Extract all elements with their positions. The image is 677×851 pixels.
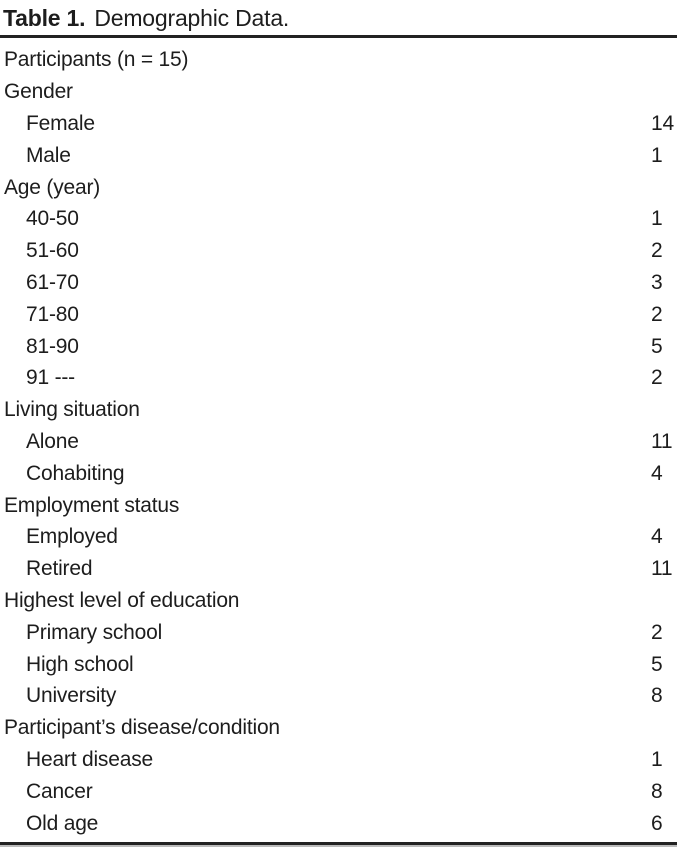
table-row [0, 76, 677, 108]
row-value: 2 [651, 366, 663, 390]
row-label: Female [26, 111, 95, 135]
table-row [0, 45, 677, 77]
table-row [0, 108, 677, 140]
row-value: 8 [651, 779, 663, 803]
table-row [0, 426, 677, 458]
row-label: Old age [26, 811, 99, 835]
row-label: 81-90 [26, 334, 79, 358]
row-value: 1 [651, 747, 663, 771]
row-label: Primary school [26, 620, 163, 644]
row-label: University [26, 684, 117, 708]
table-row [0, 617, 677, 649]
row-value: 2 [651, 239, 663, 263]
row-label: Participants (n = 15) [4, 48, 189, 72]
row-value: 11 [651, 429, 673, 453]
row-value: 5 [651, 652, 663, 676]
table-row [0, 394, 677, 426]
row-value: 2 [651, 302, 663, 326]
row-value: 4 [651, 461, 663, 485]
row-value: 3 [651, 270, 663, 294]
row-label: 61-70 [26, 270, 79, 294]
row-label: Heart disease [26, 747, 153, 771]
table-row [0, 172, 677, 204]
row-label: Cohabiting [26, 461, 125, 485]
row-value: 2 [651, 620, 663, 644]
table-row [0, 776, 677, 808]
table-row [0, 712, 677, 744]
row-label: Highest level of education [4, 588, 240, 612]
table-row [0, 680, 677, 712]
row-label: Gender [4, 80, 73, 104]
row-value: 6 [651, 811, 663, 835]
table-bottom-rule [0, 842, 677, 845]
table-title [0, 0, 677, 33]
row-label: High school [26, 652, 134, 676]
row-label: Cancer [26, 779, 93, 803]
row-value: 1 [651, 143, 663, 167]
table-row [0, 808, 677, 840]
row-value: 8 [651, 684, 663, 708]
table-body [0, 38, 677, 840]
row-value: 4 [651, 525, 663, 549]
table-row [0, 203, 677, 235]
table-caption: Demographic Data. [94, 5, 290, 31]
table-number-label: Table 1. [3, 5, 86, 31]
table-row [0, 331, 677, 363]
row-value: 14 [651, 111, 674, 135]
row-label: Living situation [4, 398, 140, 422]
row-label: 71-80 [26, 302, 79, 326]
row-label: Age (year) [4, 175, 101, 199]
table-row [0, 140, 677, 172]
row-value: 5 [651, 334, 663, 358]
table-row [0, 553, 677, 585]
row-value: 11 [651, 557, 673, 581]
table-row [0, 267, 677, 299]
table-row [0, 490, 677, 522]
row-label: Retired [26, 557, 93, 581]
table-row [0, 521, 677, 553]
row-label: Alone [26, 429, 79, 453]
table-row [0, 235, 677, 267]
row-label: 51-60 [26, 239, 79, 263]
table-row [0, 585, 677, 617]
row-label: 40-50 [26, 207, 79, 231]
table-row [0, 744, 677, 776]
row-value: 1 [651, 207, 663, 231]
table-row [0, 362, 677, 394]
row-label: Participant’s disease/condition [4, 716, 280, 740]
row-label: Employment status [4, 493, 180, 517]
table-row [0, 458, 677, 490]
table-row [0, 649, 677, 681]
table-row [0, 299, 677, 331]
row-label: 91 --- [26, 366, 75, 390]
row-label: Employed [26, 525, 118, 549]
row-label: Male [26, 143, 71, 167]
